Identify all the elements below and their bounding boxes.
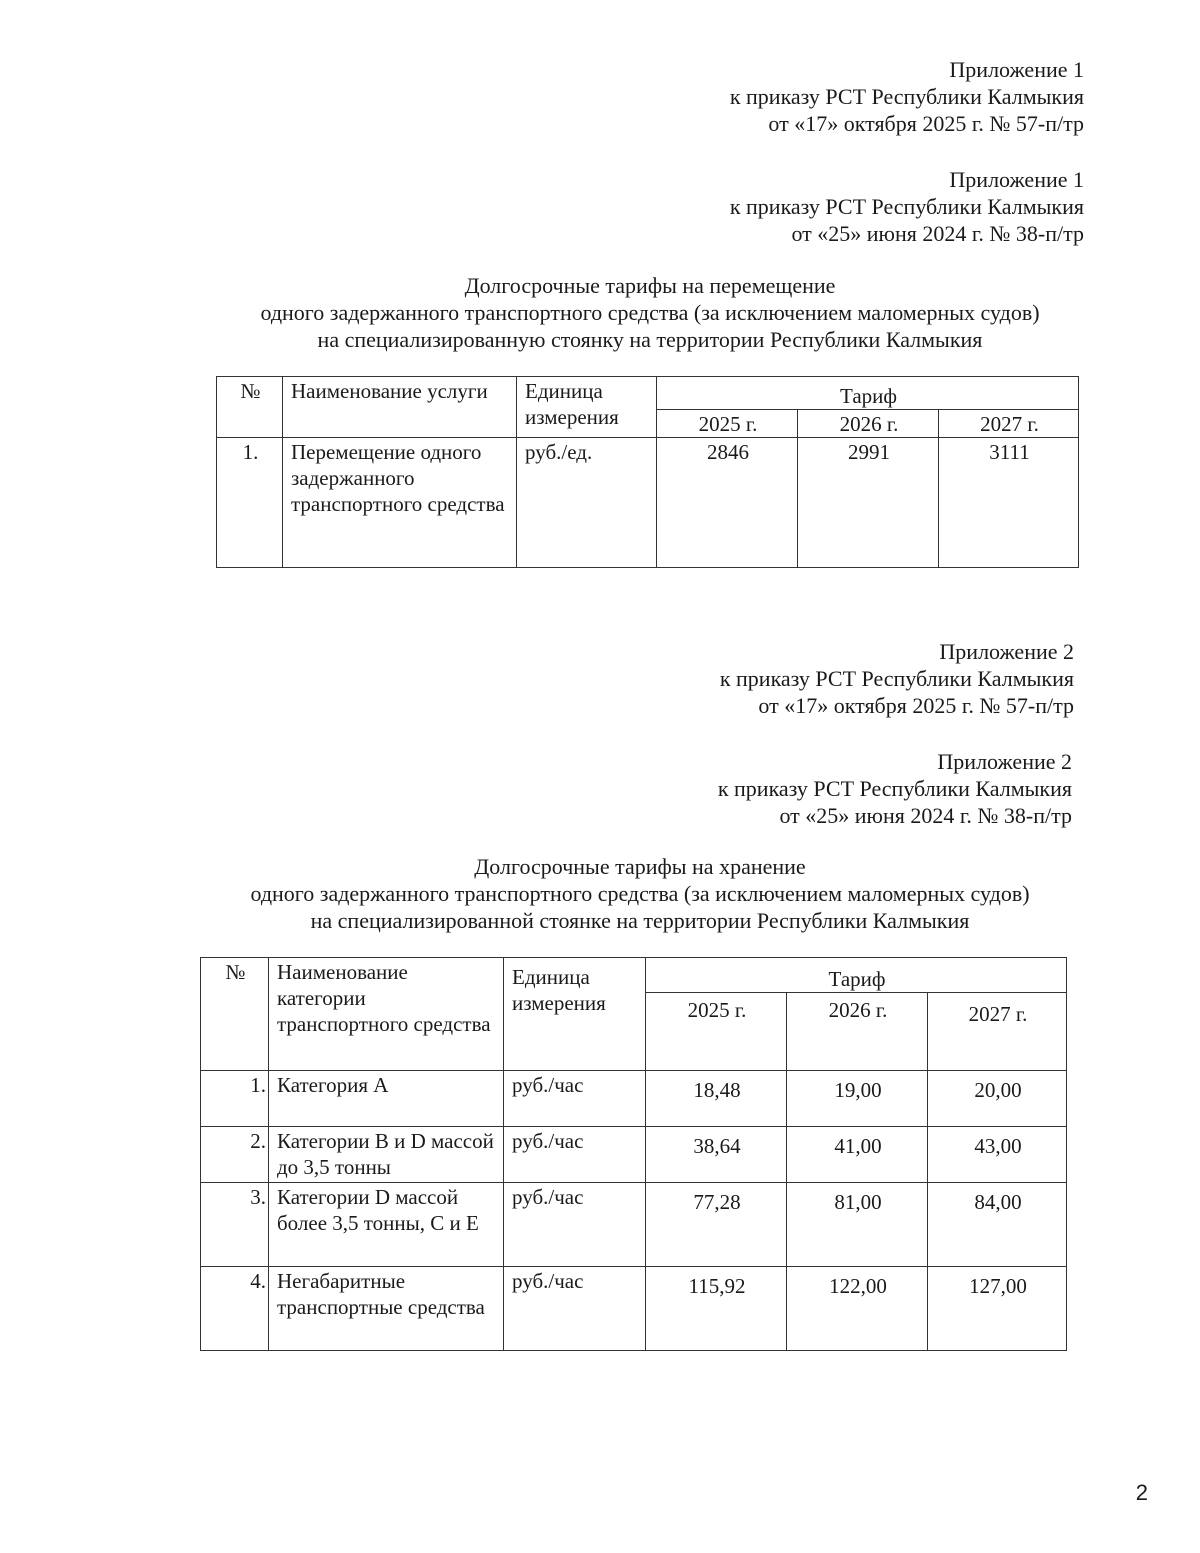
header-name: Наименование категории транспортного средства bbox=[269, 958, 504, 1071]
row-value-2027: 43,00 bbox=[928, 1127, 1067, 1183]
appendix-label: Приложение 1 bbox=[949, 167, 1084, 192]
title-line: одного задержанного транспортного средства (за исключением маломерных судов) bbox=[260, 300, 1040, 325]
header-year: 2026 г. bbox=[787, 993, 928, 1071]
header-num: № bbox=[201, 958, 269, 1071]
table-row bbox=[201, 1267, 1067, 1351]
appendix-1-new-header bbox=[730, 56, 1084, 137]
storage-tariff-table bbox=[200, 957, 1067, 1351]
row-value-2027: 127,00 bbox=[928, 1267, 1067, 1351]
header-tariff: Тариф bbox=[657, 377, 1079, 410]
appendix-order-ref: к приказу РСТ Республики Калмыкия bbox=[719, 666, 1074, 691]
row-value-2026: 2991 bbox=[798, 438, 939, 568]
appendix-order-date: от «25» июня 2024 г. № 38-п/тр bbox=[791, 221, 1084, 246]
row-value-2027: 20,00 bbox=[928, 1071, 1067, 1127]
header-tariff: Тариф bbox=[646, 958, 1067, 993]
title-line: на специализированной стоянке на территории Республики Калмыкия bbox=[310, 908, 970, 933]
row-num: 2. bbox=[201, 1127, 269, 1183]
row-value-2025: 115,92 bbox=[646, 1267, 787, 1351]
appendix-label: Приложение 2 bbox=[939, 639, 1074, 664]
appendix-label: Приложение 1 bbox=[949, 57, 1084, 82]
row-value-2025: 38,64 bbox=[646, 1127, 787, 1183]
row-value-2025: 77,28 bbox=[646, 1183, 787, 1267]
row-value-2027: 3111 bbox=[939, 438, 1079, 568]
page-number: 2 bbox=[1135, 1480, 1148, 1505]
row-name: Негабаритные транспортные средства bbox=[269, 1267, 504, 1351]
row-value-2026: 122,00 bbox=[787, 1267, 928, 1351]
header-year: 2027 г. bbox=[928, 993, 1067, 1071]
row-name: Категории D массой более 3,5 тонны, С и Е bbox=[269, 1183, 504, 1267]
header-year: 2025 г. bbox=[646, 993, 787, 1071]
header-num: № bbox=[217, 377, 283, 438]
header-year: 2026 г. bbox=[798, 410, 939, 438]
table-row bbox=[201, 1071, 1067, 1127]
appendix-order-ref: к приказу РСТ Республики Калмыкия bbox=[717, 776, 1072, 801]
appendix-label: Приложение 2 bbox=[937, 749, 1072, 774]
row-unit: руб./час bbox=[504, 1071, 646, 1127]
row-value-2026: 81,00 bbox=[787, 1183, 928, 1267]
table-row bbox=[201, 1183, 1067, 1267]
row-num: 3. bbox=[201, 1183, 269, 1267]
title-line: одного задержанного транспортного средства (за исключением маломерных судов) bbox=[250, 881, 1030, 906]
row-value-2026: 41,00 bbox=[787, 1127, 928, 1183]
moving-tariff-table bbox=[216, 376, 1079, 568]
row-value-2026: 19,00 bbox=[787, 1071, 928, 1127]
appendix-2-new-header bbox=[720, 638, 1074, 719]
header-unit: Единица измерения bbox=[517, 377, 657, 438]
table-row bbox=[201, 1127, 1067, 1183]
appendix-order-date: от «17» октября 2025 г. № 57-п/тр bbox=[768, 111, 1084, 136]
header-name: Наименование услуги bbox=[283, 377, 517, 438]
row-unit: руб./час bbox=[504, 1267, 646, 1351]
row-value-2027: 84,00 bbox=[928, 1183, 1067, 1267]
header-unit: Единица измерения bbox=[504, 958, 646, 1071]
row-num: 1. bbox=[217, 438, 283, 568]
appendix-2-old-header bbox=[718, 748, 1072, 829]
row-unit: руб./час bbox=[504, 1183, 646, 1267]
row-name: Категории В и D массой до 3,5 тонны bbox=[269, 1127, 504, 1183]
row-value-2025: 2846 bbox=[657, 438, 798, 568]
table-1-title bbox=[150, 272, 1150, 353]
header-year: 2025 г. bbox=[657, 410, 798, 438]
row-value-2025: 18,48 bbox=[646, 1071, 787, 1127]
appendix-order-ref: к приказу РСТ Республики Калмыкия bbox=[729, 194, 1084, 219]
title-line: Долгосрочные тарифы на хранение bbox=[474, 854, 806, 879]
appendix-order-date: от «25» июня 2024 г. № 38-п/тр bbox=[779, 803, 1072, 828]
row-num: 1. bbox=[201, 1071, 269, 1127]
table-row bbox=[217, 438, 1079, 568]
appendix-1-old-header bbox=[730, 166, 1084, 247]
appendix-order-ref: к приказу РСТ Республики Калмыкия bbox=[729, 84, 1084, 109]
row-name: Перемещение одного задержанного транспортного средства bbox=[283, 438, 517, 568]
appendix-order-date: от «17» октября 2025 г. № 57-п/тр bbox=[758, 693, 1074, 718]
row-num: 4. bbox=[201, 1267, 269, 1351]
header-year: 2027 г. bbox=[939, 410, 1079, 438]
title-line: на специализированную стоянку на территории Республики Калмыкия bbox=[317, 327, 983, 352]
title-line: Долгосрочные тарифы на перемещение bbox=[464, 273, 836, 298]
table-2-title bbox=[140, 853, 1140, 934]
row-unit: руб./ед. bbox=[517, 438, 657, 568]
row-name: Категория А bbox=[269, 1071, 504, 1127]
row-unit: руб./час bbox=[504, 1127, 646, 1183]
